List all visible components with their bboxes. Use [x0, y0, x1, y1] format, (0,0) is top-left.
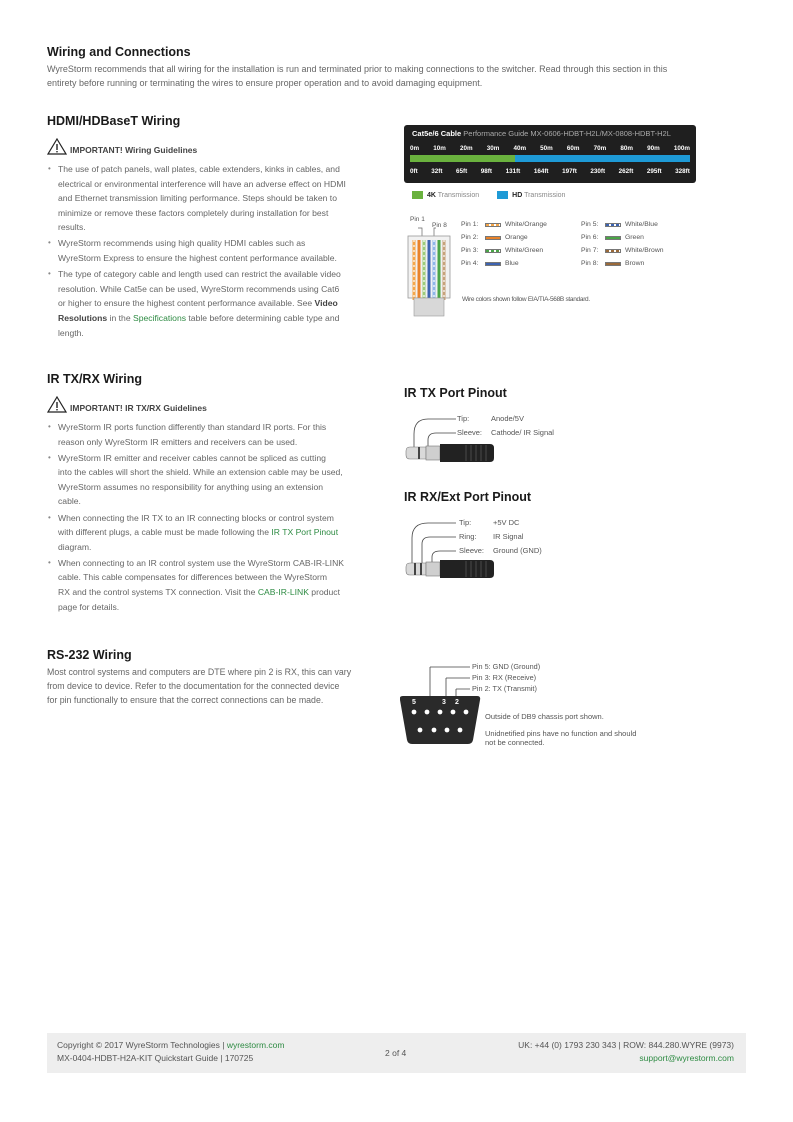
ir-tx-jack-icon — [404, 410, 499, 470]
ir-guidelines — [47, 420, 392, 616]
page-footer — [47, 1033, 746, 1073]
footer-copyright — [57, 1040, 284, 1050]
meter-tick: 10m — [433, 145, 446, 152]
pin-row — [581, 218, 664, 231]
intro-line: entirety before running or terminating the wires to ensure proper operation and to avoid damaging equipment. — [47, 78, 483, 88]
text: Copyright © 2017 WyreStorm Technologies | — [57, 1040, 227, 1050]
db9-pin5-label: Pin 5: GND (Ground) — [472, 662, 541, 671]
chart-subtitle: Performance Guide MX-0606-HDBT-H2L/MX-0808-HDBT-H2L — [461, 129, 671, 138]
meter-tick: 70m — [593, 145, 607, 152]
line: WyreStorm Express to ensure the highest content performance available. — [58, 253, 337, 264]
db9-pin2-number: 2 — [455, 699, 459, 706]
feet-tick: 164ft — [533, 168, 549, 175]
line: reason only WyreStorm IR emitters and receivers can be used. — [58, 436, 298, 447]
important-label: IMPORTANT! Wiring Guidelines — [70, 145, 198, 155]
legend-label: 4K — [427, 191, 436, 199]
chart-title — [412, 129, 671, 138]
list-item — [47, 451, 392, 509]
warning-icon — [47, 396, 67, 413]
line: not be connected. — [485, 738, 545, 745]
pin-number: Pin 5: — [581, 221, 599, 228]
legend-swatch-hd — [497, 191, 508, 199]
list-item — [47, 556, 392, 614]
line: • When connecting the IR TX to an IR connecting blocks or control system — [58, 512, 334, 523]
pin8-label: Pin 8 — [432, 222, 447, 229]
line: diagram. — [58, 541, 92, 552]
ir-tx-pinout-link[interactable]: IR TX Port Pinout — [271, 527, 339, 538]
db9-note: Outside of DB9 chassis port shown. — [485, 712, 604, 721]
meter-tick: 60m — [566, 145, 580, 152]
meter-tick: 40m — [513, 145, 527, 152]
db9-pin2-label: Pin 2: TX (Transmit) — [472, 684, 537, 693]
bar-hd — [515, 155, 690, 162]
feet-tick: 262ft — [618, 168, 634, 175]
ir-rx-tip: Tip: — [459, 518, 472, 527]
text: with different plugs, a cable must be made following the — [58, 527, 272, 538]
ir-rx-jack-icon — [404, 514, 499, 586]
pin-number: Pin 3: — [461, 247, 479, 254]
db9-pin3-number: 3 — [442, 699, 446, 706]
line: • The type of category cable and length used can restrict the available video — [58, 269, 341, 280]
meter-tick: 90m — [647, 145, 660, 152]
bar-4k — [410, 155, 515, 162]
db9-pin5-number: 5 — [412, 699, 416, 706]
rs232-description — [47, 665, 397, 707]
line: • WyreStorm recommends using high quality HDMI cables such as — [58, 238, 306, 249]
meter-row — [410, 145, 690, 152]
legend-swatch-4k — [412, 191, 423, 199]
important-label: IMPORTANT! IR TX/RX Guidelines — [70, 403, 207, 413]
line — [58, 585, 392, 600]
legend-suffix: Transmission — [522, 191, 566, 199]
line: minimize or remove these factors completely during installation for best — [58, 207, 329, 218]
pin-number: Pin 8: — [581, 260, 599, 267]
list-item — [47, 420, 392, 449]
wire-color-name: White/Brown — [625, 247, 664, 254]
ir-rx-ring-value: IR Signal — [493, 532, 524, 541]
ir-tx-tip — [457, 414, 469, 423]
cable-performance-chart — [404, 125, 696, 183]
text: or higher to ensure the highest content performance available. See — [58, 298, 315, 309]
feet-tick: 0ft — [410, 168, 418, 175]
text: in the — [107, 312, 133, 323]
wiring-intro — [47, 62, 747, 90]
pin-number: Pin 4: — [461, 260, 479, 267]
feet-tick: 230ft — [590, 168, 606, 175]
pin-number: Pin 1: — [461, 221, 479, 228]
hdmi-guidelines — [47, 162, 392, 342]
db9-pin-note — [485, 729, 675, 745]
ir-tx-sleeve: Sleeve: — [457, 428, 483, 437]
footer-phone: UK: +44 (0) 1793 230 343 | ROW: 844.280.WYRE (9973) — [518, 1040, 734, 1050]
wire-color-swatch — [605, 236, 621, 240]
pin-list-right — [581, 218, 664, 270]
list-item — [47, 267, 392, 340]
wire-color-swatch — [485, 262, 501, 266]
line: results. — [58, 222, 86, 233]
line: Most control systems and computers are DTE where pin 2 is RX, this can vary — [47, 667, 352, 677]
section-title-ir: IR TX/RX Wiring — [47, 372, 143, 386]
line: • WyreStorm IR ports function differently than standard IR ports. For this — [58, 422, 327, 432]
section-title-hdmi: HDMI/HDBaseT Wiring — [47, 114, 181, 128]
line — [58, 296, 392, 311]
wire-color-swatch — [485, 236, 501, 240]
intro-line: WyreStorm recommends that all wiring for the installation is run and terminated prior to making connections to the switcher. Read through this section in this — [47, 64, 668, 74]
line: • WyreStorm IR emitter and receiver cables cannot be spliced as cutting — [58, 452, 326, 463]
line: cable. This cable compensates for differences between the WyreStorm — [58, 572, 328, 583]
line: electrical or environmental interference will have an adverse effect on HDMI — [58, 178, 346, 189]
db9-pin3-label: Pin 3: RX (Receive) — [472, 673, 537, 682]
text: table before determining cable type and — [186, 312, 340, 323]
ir-rx-tip-value: +5V DC — [493, 518, 520, 527]
pin-row — [581, 231, 664, 244]
legend-suffix: Transmission — [435, 191, 480, 199]
line: Unidnetified pins have no function and should — [485, 729, 637, 738]
label: Tip: — [457, 414, 470, 423]
pin-row — [461, 218, 547, 231]
list-item — [47, 236, 392, 265]
cab-ir-link-link[interactable]: CAB-IR-LINK — [257, 587, 309, 598]
bold-text: Resolutions — [58, 312, 108, 323]
meter-tick: 0m — [410, 145, 420, 152]
bold-text: Video — [314, 298, 338, 309]
text: RX and the control systems TX connection. Visit the — [58, 587, 258, 598]
feet-row — [410, 168, 690, 175]
important-hdmi — [47, 138, 197, 155]
pin-number: Pin 2: — [461, 234, 479, 241]
wire-color-name: Brown — [625, 260, 645, 267]
chart-legend — [412, 191, 565, 199]
pin-list-left — [461, 218, 547, 270]
line: length. — [58, 327, 84, 338]
wire-color-swatch — [605, 223, 621, 227]
meter-tick: 30m — [486, 145, 500, 152]
page-number: 2 of 4 — [385, 1048, 407, 1058]
pin-row — [581, 244, 664, 257]
feet-tick: 197ft — [562, 168, 577, 175]
section-title-rs232: RS-232 Wiring — [47, 648, 132, 662]
wire-color-name: Green — [625, 234, 644, 241]
rj45-connector-icon — [404, 226, 456, 318]
line: page for details. — [58, 601, 120, 612]
feet-tick: 65ft — [456, 168, 468, 175]
legend-hd — [497, 191, 565, 199]
line — [58, 311, 392, 326]
important-ir — [47, 396, 207, 413]
list-item — [47, 162, 392, 235]
wyrestorm-link[interactable]: wyrestorm.com — [226, 1040, 285, 1050]
wire-color-swatch — [485, 223, 501, 227]
line: for pin functionally to ensure that the correct connections can be made. — [47, 695, 324, 705]
feet-tick: 98ft — [480, 168, 492, 175]
wire-color-name: Blue — [505, 260, 519, 267]
transmission-bar — [410, 155, 690, 162]
feet-tick: 295ft — [646, 168, 662, 175]
ir-rx-pinout-title: IR RX/Ext Port Pinout — [404, 490, 532, 504]
warning-icon — [47, 138, 67, 155]
ir-rx-sleeve-value: Ground (GND) — [493, 546, 542, 555]
pin-number: Pin 6: — [581, 234, 599, 241]
legend-4k — [412, 191, 479, 199]
line: and Ethernet transmission limiting performance. Steps should be taken to — [58, 193, 337, 204]
feet-tick: 32ft — [431, 168, 443, 175]
line: from device to device. Refer to the documentation for the connected device — [47, 681, 340, 691]
pin1-label: Pin 1 — [410, 216, 425, 223]
list-item — [47, 511, 392, 555]
footer-guide: MX-0404-HDBT-H2A-KIT Quickstart Guide | 170725 — [57, 1053, 254, 1063]
ir-rx-ring: Ring: — [459, 532, 477, 541]
meter-tick: 50m — [540, 145, 553, 152]
feet-tick: 328ft — [675, 168, 690, 175]
line — [58, 525, 392, 540]
line: cable. — [58, 496, 81, 507]
line: • The use of patch panels, wall plates, cable extenders, kinks in cables, and — [58, 164, 340, 174]
wire-color-swatch — [605, 249, 621, 253]
ir-rx-sleeve: Sleeve: — [459, 546, 485, 555]
line: WyreStorm assumes no responsibility for anything using an extension — [58, 481, 324, 492]
feet-tick: 131ft — [505, 168, 521, 175]
meter-tick: 100m — [673, 145, 690, 152]
chart-title-bold: Cat5e/6 Cable — [412, 129, 462, 138]
line: • When connecting to an IR control system use the WyreStorm CAB-IR-LINK — [58, 557, 345, 568]
support-email-link[interactable]: support@wyrestorm.com — [639, 1053, 734, 1063]
legend-label: HD — [512, 191, 523, 199]
wire-color-name: White/Green — [505, 247, 544, 254]
ir-tx-tip-value: Anode/5V — [491, 414, 524, 423]
text: product — [308, 587, 340, 598]
section-title-wiring: Wiring and Connections — [47, 45, 191, 59]
meter-tick: 20m — [459, 145, 473, 152]
wire-color-swatch — [485, 249, 501, 253]
wire-color-swatch — [605, 262, 621, 266]
ir-tx-pinout-title: IR TX Port Pinout — [404, 386, 507, 400]
pin-row — [461, 231, 547, 244]
wire-color-name: Orange — [505, 234, 528, 241]
specifications-link[interactable]: Specifications — [133, 312, 187, 323]
line: resolution. While Cat5e can be used, WyreStorm recommends using Cat6 — [58, 283, 340, 294]
pin-row — [461, 257, 547, 270]
wire-color-name: White/Orange — [505, 221, 547, 228]
line: into the cables will short the shield. While an extension cable may be used, — [58, 467, 343, 478]
pin-row — [581, 257, 664, 270]
wire-color-note: Wire colors shown follow EIA/TIA-568B standard. — [462, 296, 590, 303]
pin-number: Pin 7: — [581, 247, 599, 254]
meter-tick: 80m — [620, 145, 633, 152]
wire-color-name: White/Blue — [625, 221, 658, 228]
pin-row — [461, 244, 547, 257]
ir-tx-sleeve-value: Cathode/ IR Signal — [491, 428, 554, 437]
